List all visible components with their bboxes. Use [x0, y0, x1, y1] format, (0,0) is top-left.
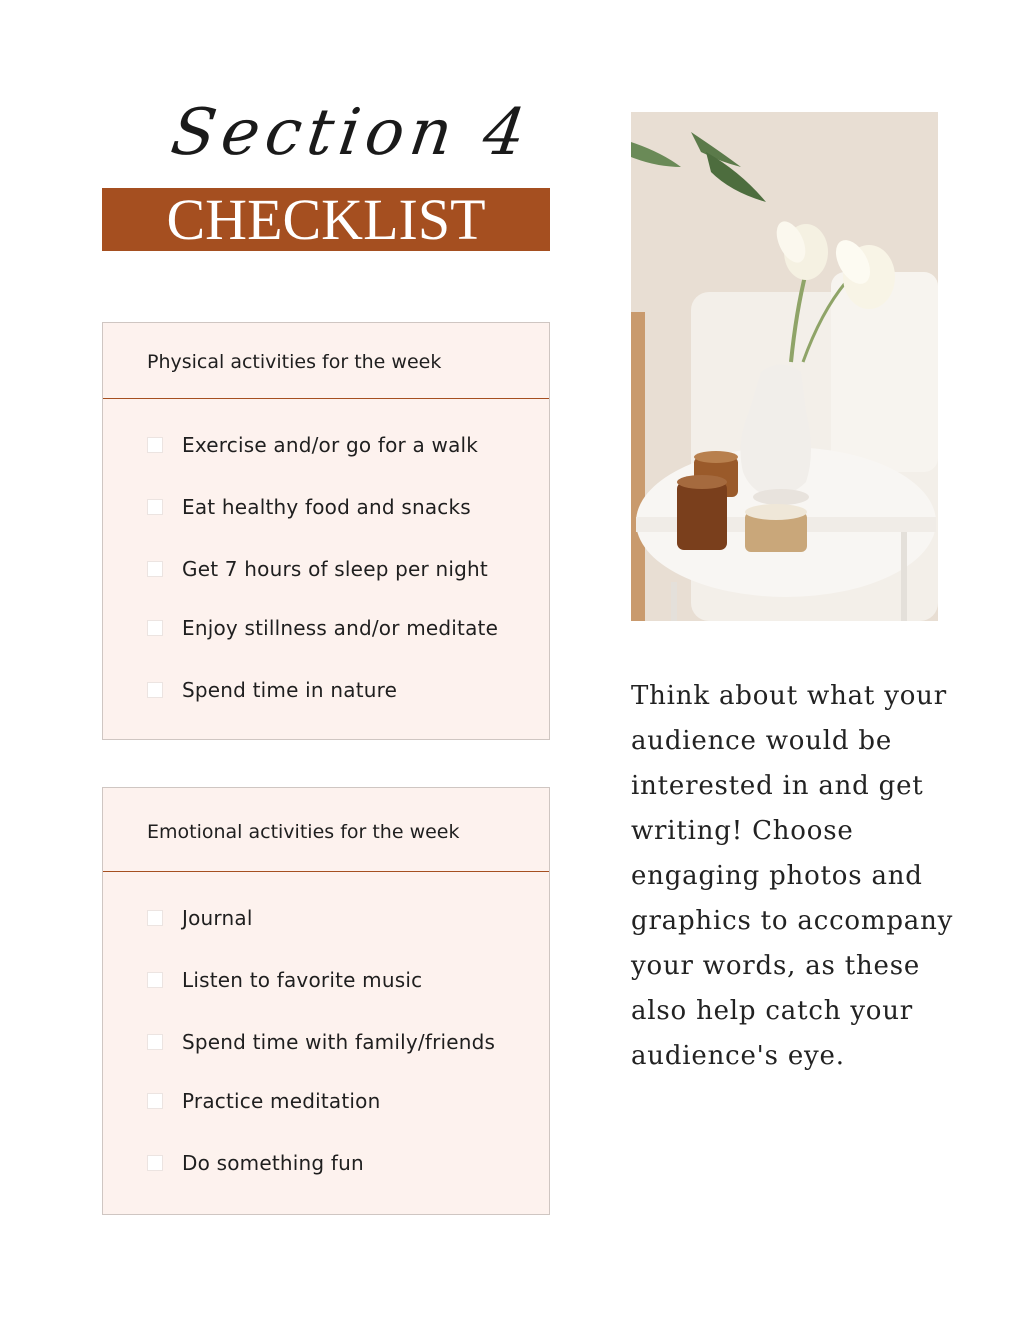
checklist-item-label: Practice meditation [182, 1089, 381, 1113]
physical-card-header [103, 323, 549, 399]
emotional-card-header [103, 788, 549, 872]
checklist-item[interactable] [147, 1150, 527, 1176]
checklist-item-label: Eat healthy food and snacks [182, 495, 471, 519]
emotional-card-title: Emotional activities for the week [147, 821, 460, 843]
checklist-item[interactable] [147, 677, 527, 703]
checklist-item-label: Journal [182, 906, 253, 930]
checkbox[interactable] [147, 620, 163, 636]
checklist-item-label: Spend time in nature [182, 678, 398, 702]
checklist-item-label: Enjoy stillness and/or meditate [182, 616, 499, 640]
checkbox[interactable] [147, 1093, 163, 1109]
checkbox[interactable] [147, 910, 163, 926]
checklist-item[interactable] [147, 1088, 527, 1114]
checklist-item[interactable] [147, 967, 527, 993]
checklist-item-label: Get 7 hours of sleep per night [182, 557, 488, 581]
checklist-item[interactable] [147, 494, 527, 520]
checklist-item[interactable] [147, 1029, 527, 1055]
checklist-item-label: Listen to favorite music [182, 968, 423, 992]
checkbox[interactable] [147, 972, 163, 988]
checklist-item[interactable] [147, 615, 527, 641]
checkbox[interactable] [147, 499, 163, 515]
emotional-activities-card [102, 787, 550, 1215]
checkbox[interactable] [147, 437, 163, 453]
checkbox[interactable] [147, 682, 163, 698]
checklist-item-label: Exercise and/or go for a walk [182, 433, 479, 457]
decor-photo [631, 112, 938, 621]
checklist-item[interactable] [147, 432, 527, 458]
checklist-item-label: Do something fun [182, 1151, 364, 1175]
checklist-title: CHECKLIST [166, 187, 486, 252]
checklist-item[interactable] [147, 905, 527, 931]
checkbox[interactable] [147, 1155, 163, 1171]
checklist-item-label: Spend time with family/friends [182, 1030, 496, 1054]
vase-flowers-illustration [631, 112, 938, 621]
physical-activities-card [102, 322, 550, 740]
section-script-title: Section 4 [166, 96, 536, 170]
body-paragraph: Think about what your audience would be interested in and get writing! Choose engaging photos and graphics to accompany your words, as these also help catch your audience's eye. [631, 681, 954, 1071]
checkbox[interactable] [147, 561, 163, 577]
checklist-item[interactable] [147, 556, 527, 582]
physical-card-title: Physical activities for the week [147, 351, 442, 373]
checkbox[interactable] [147, 1034, 163, 1050]
